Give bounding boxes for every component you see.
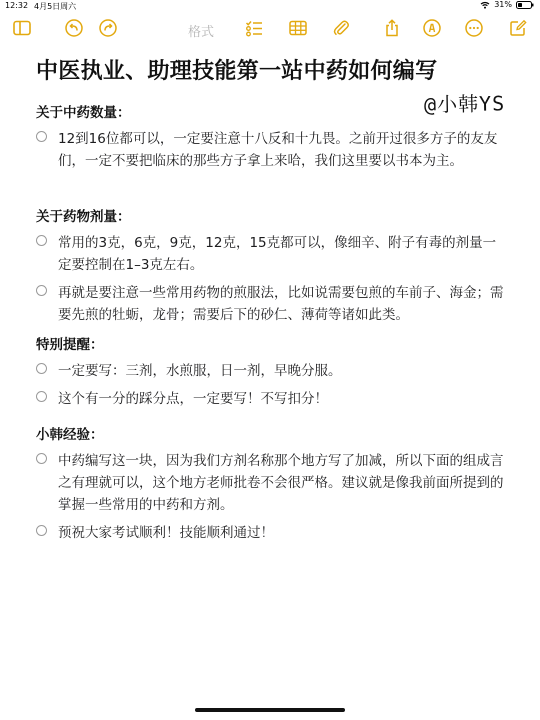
battery-icon (516, 1, 534, 9)
markup-icon (422, 18, 442, 38)
checklist-item-text: 预祝大家考试顺利！技能顺利通过！ (58, 525, 274, 541)
table-button[interactable] (286, 16, 310, 40)
compose-button[interactable] (506, 16, 530, 40)
wifi-icon (480, 1, 490, 9)
author-signature: @小韩YS (423, 91, 506, 117)
checkbox-circle[interactable] (36, 363, 47, 374)
checklist-button[interactable] (242, 16, 266, 40)
checklist (36, 360, 506, 410)
checklist-icon (244, 18, 264, 38)
status-right (480, 0, 534, 9)
toolbar (0, 14, 540, 44)
battery-percent: 31% (494, 0, 512, 9)
checklist-item-text: 这个有一分的踩分点，一定要写！不写扣分！ (58, 391, 328, 407)
checklist-item (36, 388, 506, 410)
checkbox-circle[interactable] (36, 131, 47, 142)
checkbox-circle[interactable] (36, 391, 47, 402)
section-dosage (36, 208, 506, 332)
checklist-item (36, 232, 506, 276)
checklist (36, 232, 506, 326)
checkbox-circle[interactable] (36, 235, 47, 246)
attachment-button[interactable] (329, 16, 353, 40)
home-indicator[interactable] (195, 708, 345, 712)
compose-icon (508, 18, 528, 38)
more-button[interactable] (462, 16, 486, 40)
sidebar-icon (12, 18, 32, 38)
more-icon (464, 18, 484, 38)
sidebar-toggle-button[interactable] (10, 16, 34, 40)
checklist (36, 128, 506, 172)
share-icon (382, 18, 402, 38)
table-icon (288, 18, 308, 38)
note-title: 中医执业、助理技能第一站中药如何编写 (36, 59, 438, 84)
section-special-reminder (36, 336, 506, 416)
section-herb-count (36, 104, 506, 178)
status-time: 12:32 (5, 1, 29, 10)
checkbox-circle[interactable] (36, 525, 47, 536)
section-heading: 关于药物剂量： (36, 209, 131, 225)
markup-button[interactable] (420, 16, 444, 40)
format-button[interactable]: 格式 (188, 25, 215, 40)
redo-button[interactable] (96, 16, 120, 40)
undo-button[interactable] (62, 16, 86, 40)
status-date: 4月5日周六 (34, 2, 77, 11)
checklist-item (36, 450, 506, 516)
checklist-item-text: 常用的3克，6克，9克，12克，15克都可以，像细辛、附子有毒的剂量一定要控制在1–3克左右。 (58, 235, 497, 273)
section-heading: 特别提醒： (36, 337, 104, 353)
checklist-item-text: 中药编写这一块，因为我们方剂名称那个地方写了加减，所以下面的组成言之有理就可以，这个地方老师批卷不会很严格。建议就是像我前面所提到的掌握一些常用的中药和方剂。 (58, 453, 504, 513)
checklist-item-text: 12到16位都可以，一定要注意十八反和十九畏。之前开过很多方子的友友们，一定不要把临床的那些方子拿上来哈，我们这里要以书本为主。 (58, 131, 498, 169)
status-bar (0, 0, 540, 12)
checklist-item (36, 360, 506, 382)
section-experience (36, 426, 506, 550)
redo-icon (98, 18, 118, 38)
checklist (36, 450, 506, 544)
section-heading: 小韩经验： (36, 427, 104, 443)
checklist-item-text: 再就是要注意一些常用药物的煎服法，比如说需要包煎的车前子、海金；需要先煎的牡蛎，龙骨；需要后下的砂仁、薄荷等诸如此类。 (58, 285, 504, 323)
checkbox-circle[interactable] (36, 453, 47, 464)
checklist-item (36, 282, 506, 326)
checklist-item (36, 128, 506, 172)
section-heading: 关于中药数量： (36, 105, 131, 121)
checklist-item (36, 522, 506, 544)
checkbox-circle[interactable] (36, 285, 47, 296)
share-button[interactable] (380, 16, 404, 40)
attachment-icon (331, 18, 351, 38)
checklist-item-text: 一定要写：三剂，水煎服，日一剂，早晚分服。 (58, 363, 342, 379)
undo-icon (64, 18, 84, 38)
